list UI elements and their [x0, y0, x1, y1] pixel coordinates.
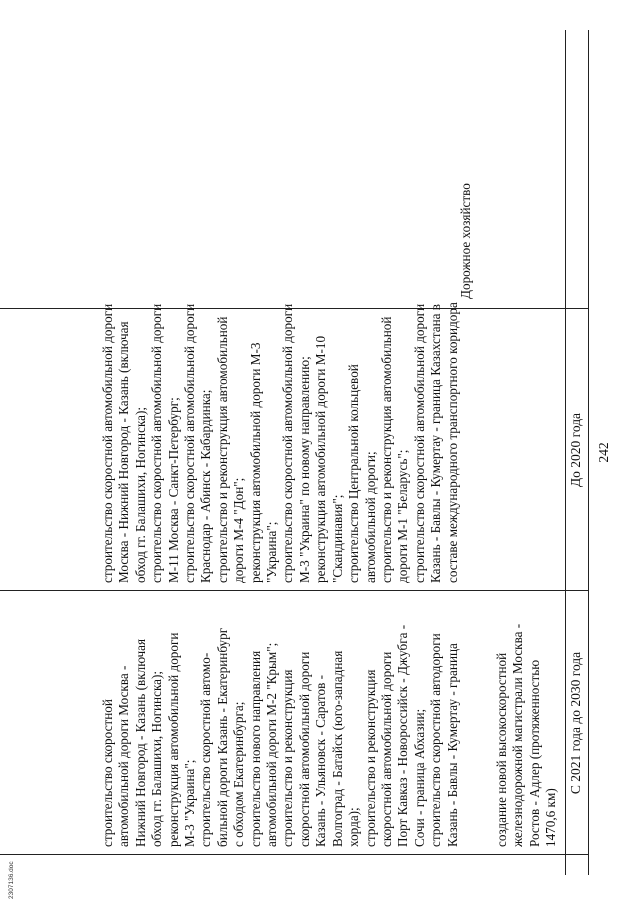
text-line: автомобильной дороги; [362, 451, 378, 583]
text-line: М-3 "Украина"; [182, 759, 198, 847]
text-line: автомобильной дороги Москва - [116, 665, 132, 847]
text-line: хорда); [346, 807, 362, 847]
text-line: строительство и реконструкция [362, 669, 378, 847]
column-divider-2 [0, 590, 588, 591]
header-until-2020: До 2020 года [568, 412, 583, 488]
text-line: строительство и реконструкция [280, 669, 296, 847]
text-line: строительство Центральной кольцевой [346, 364, 362, 583]
text-line: Казань - Бавлы - Кумертау - граница Казахстана в [428, 303, 444, 583]
text-line: железнодорожной магистрали Москва - [510, 623, 526, 847]
header-bottom-border [565, 30, 566, 875]
text-line: реконструкция автомобильной дороги [165, 632, 181, 847]
column-divider-1 [0, 854, 588, 855]
table-top-border [588, 30, 589, 875]
text-line: Ростов - Адлер (протяженностью [526, 659, 542, 847]
text-line: строительство скоростной автомобильной дороги [411, 303, 427, 583]
footer-doc-reference: 2307136.doc [8, 861, 15, 899]
page-number: 242 [596, 442, 611, 463]
text-line: обход гг. Балашихи, Ногинска); [132, 406, 148, 583]
text-line: Порт Кавказ - Новороссийск - Джубга - [395, 624, 411, 847]
text-line: дороги М-4 "Дон"; [231, 477, 247, 583]
row0-col3 [494, 624, 560, 847]
text-line: строительство нового направления [247, 650, 263, 847]
text-line: строительство скоростной автодороги [428, 633, 444, 847]
text-line: реконструкция автомобильной дороги М-3 [247, 342, 263, 583]
text-line: Волгоград - Батайск (юго-западная [329, 650, 345, 847]
text-line: строительство скоростной автомо- [198, 652, 214, 847]
text-line: строительство скоростной автомобильной дороги [280, 303, 296, 583]
text-line: дороги М-1 "Беларусь"; [395, 449, 411, 583]
text-line: обход гг. Балашихи, Ногинска); [149, 670, 165, 847]
text-line: Нижний Новгород - Казань (включая [132, 638, 148, 847]
text-line: бильной дороги Казань - Екатеринбург [214, 627, 230, 847]
text-line: скоростной автомобильной дороги [296, 651, 312, 847]
text-line: М-3 "Украина" по новому направлению; [296, 356, 312, 583]
header-2021-2030: С 2021 года до 2030 года [568, 651, 583, 795]
text-line: "Украина"; [264, 521, 280, 583]
text-line: строительство и реконструкция автомобильной [214, 316, 230, 583]
row1-col2 [100, 302, 461, 583]
text-line: Краснодар - Абинск - Кабардинка; [198, 389, 214, 583]
text-line: Москва - Нижний Новгород - Казань (включая [116, 321, 132, 583]
text-line: Сочи - граница Абхазии; [411, 708, 427, 847]
text-line: создание новой высокоскоростной [494, 652, 509, 847]
text-line: скоростной автомобильной дороги [378, 651, 394, 847]
row1-col3 [100, 625, 461, 847]
text-line: строительство и реконструкция автомобильной [378, 316, 394, 583]
text-line: составе международного транспортного коридора [444, 302, 460, 583]
text-line: автомобильной дороги М-2 "Крым"; [264, 642, 280, 847]
text-line: строительство скоростной автомобильной дороги [149, 303, 165, 583]
text-line: строительство скоростной автомобильной дороги [100, 303, 115, 583]
category-label: Дорожное хозяйство [458, 183, 473, 299]
text-line: реконструкция автомобильной дороги М-10 [313, 335, 329, 583]
row1-col1-category [458, 183, 474, 299]
text-line: "Скандинавия"; [329, 494, 345, 583]
text-line: 1470,6 км) [543, 788, 559, 847]
text-line: строительство скоростной [100, 699, 115, 847]
text-line: Казань - Бавлы - Кумертау - граница [444, 643, 460, 847]
text-line: строительство скоростной автомобильной дороги [182, 303, 198, 583]
text-line: М-11 Москва - Санкт-Петербург; [165, 397, 181, 583]
text-line: Казань - Ульяновск - Саратов - [313, 674, 329, 847]
text-line: с обходом Екатеринбурга; [231, 701, 247, 847]
